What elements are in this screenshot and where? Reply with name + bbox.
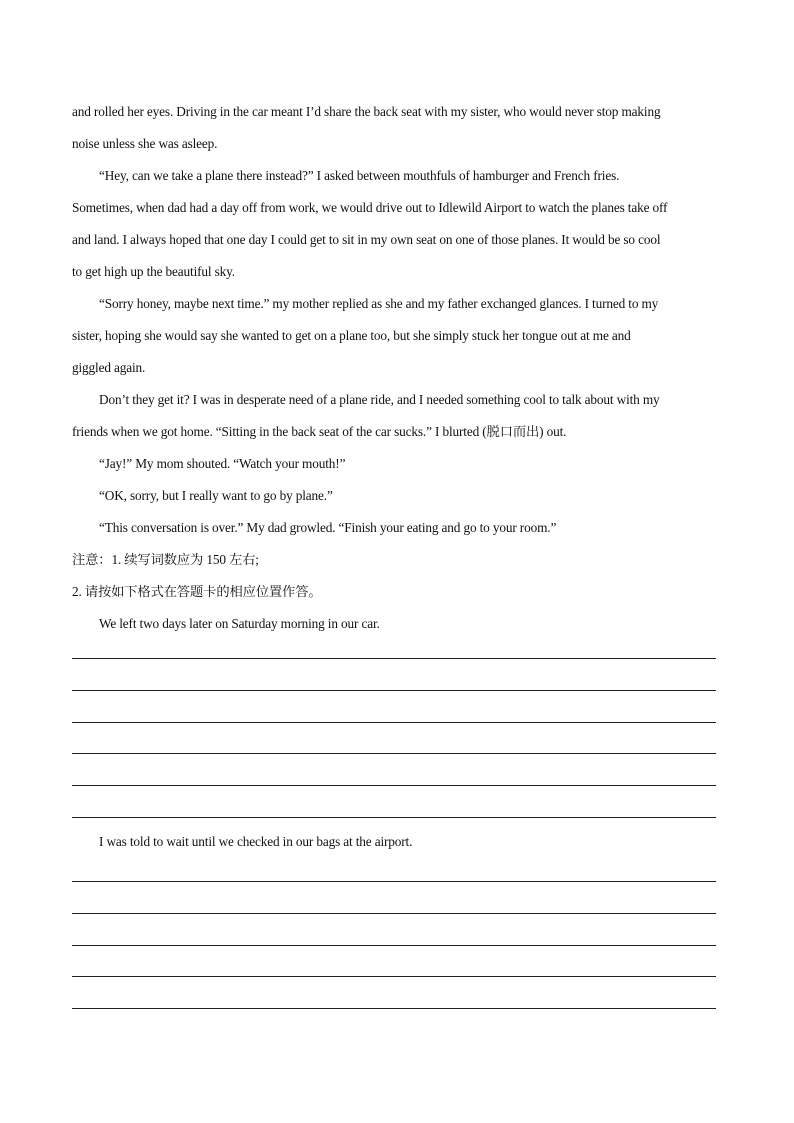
- writing-lines-section-2[interactable]: [72, 881, 716, 1040]
- writing-line: [72, 1008, 716, 1009]
- writing-line: [72, 817, 716, 818]
- passage-line: “This conversation is over.” My dad growled. “Finish your eating and go to your room.”: [99, 520, 557, 535]
- passage-line: Sometimes, when dad had a day off from work, we would drive out to Idlewild Airport to watch the planes take off: [72, 200, 668, 215]
- passage-line: “OK, sorry, but I really want to go by plane.”: [99, 488, 333, 503]
- passage-line: “Jay!” My mom shouted. “Watch your mouth!”: [99, 456, 346, 471]
- instruction-note-2: 2. 请按如下格式在答题卡的相应位置作答。: [72, 584, 322, 599]
- instruction-note-1: 注意：1. 续写词数应为 150 左右;: [72, 552, 259, 567]
- passage-line: Don’t they get it? I was in desperate need of a plane ride, and I needed something cool to talk about with my: [99, 392, 660, 407]
- passage-line: “Sorry honey, maybe next time.” my mother replied as she and my father exchanged glances. I turned to my: [99, 296, 659, 311]
- passage-line: and land. I always hoped that one day I could get to sit in my own seat on one of those planes. It would be so cool: [72, 232, 661, 247]
- writing-line: [72, 881, 716, 882]
- writing-line: [72, 722, 716, 723]
- passage: [72, 96, 722, 640]
- instructions: [72, 544, 722, 608]
- writing-line: [72, 913, 716, 914]
- writing-line: [72, 658, 716, 659]
- writing-line: [72, 690, 716, 691]
- writing-line: [72, 753, 716, 754]
- passage-line: noise unless she was asleep.: [72, 136, 218, 151]
- writing-lines-section-1[interactable]: [72, 658, 716, 849]
- passage-line: friends when we got home. “Sitting in the back seat of the car sucks.” I blurted (脱口而出) out.: [72, 424, 567, 439]
- passage-line: giggled again.: [72, 360, 146, 375]
- passage-line: to get high up the beautiful sky.: [72, 264, 235, 279]
- passage-line: and rolled her eyes. Driving in the car meant I’d share the back seat with my sister, who would never stop making: [72, 104, 661, 119]
- starter-sentence-1: We left two days later on Saturday morning in our car.: [99, 616, 380, 631]
- passage-line: “Hey, can we take a plane there instead?” I asked between mouthfuls of hamburger and French fries.: [99, 168, 620, 183]
- writing-line: [72, 945, 716, 946]
- writing-line: [72, 785, 716, 786]
- starter-sentence-2: I was told to wait until we checked in our bags at the airport.: [99, 834, 413, 849]
- writing-line: [72, 976, 716, 977]
- passage-line: sister, hoping she would say she wanted to get on a plane too, but she simply stuck her tongue out at me and: [72, 328, 631, 343]
